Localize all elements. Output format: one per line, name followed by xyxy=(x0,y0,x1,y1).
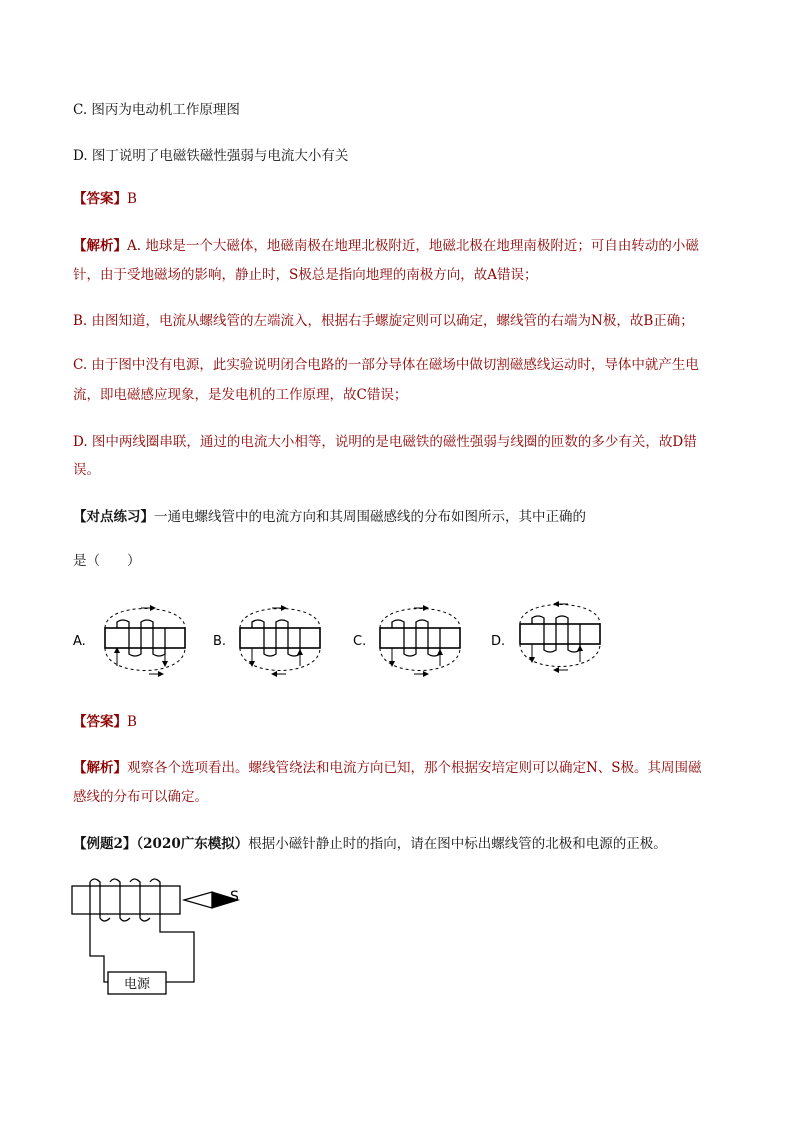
answer-value: B xyxy=(127,191,137,207)
analysis-1-d-line1: D. 图中两线圈串联，通过的电流大小相等，说明的是电磁铁的磁性强弱与线圈的匝数的多少有关，故D错 xyxy=(73,434,697,450)
answer-2 xyxy=(73,712,137,732)
option-d-diagram xyxy=(520,604,600,670)
answer-1 xyxy=(73,189,137,209)
option-d-previous: D. 图丁说明了电磁铁磁性强弱与电流大小有关 xyxy=(73,148,349,164)
analysis-2-line1 xyxy=(73,758,702,778)
option-c-label: C. xyxy=(353,634,367,649)
option-a-diagram xyxy=(105,608,185,674)
analysis-1-d-line2: 误。 xyxy=(73,462,100,478)
analysis-tag: 【解析】 xyxy=(73,238,127,254)
option-c-previous: C. 图丙为电动机工作原理图 xyxy=(73,102,240,118)
analysis-text: A. 地球是一个大磁体，地磁南极在地理北极附近，地磁北极在地理南极附近；可自由转动的小磁 xyxy=(127,238,699,254)
analysis-1-a-line2: 针，由于受地磁场的影响，静止时，S极总是指向地理的南极方向，故A错误； xyxy=(73,267,538,283)
option-b-diagram xyxy=(240,608,320,674)
solenoid-circuit-figure xyxy=(70,872,260,1002)
practice-tag: 【对点练习】 xyxy=(73,509,154,525)
power-source-label: 电源 xyxy=(123,977,151,992)
option-b-label: B. xyxy=(213,634,227,649)
analysis-1-c-line1: C. 由于图中没有电源，此实验说明闭合电路的一部分导体在磁场中做切割磁感线运动时，导体中就产生电 xyxy=(73,357,699,373)
analysis-1-a-line1 xyxy=(73,236,699,256)
analysis-tag: 【解析】 xyxy=(73,760,127,776)
solenoid-core xyxy=(72,886,180,914)
needle-s-label: S xyxy=(230,889,239,905)
practice-question xyxy=(73,507,586,527)
option-a-label: A. xyxy=(73,634,86,649)
analysis-1-c-line2: 流，即电磁感应现象，是发电机的工作原理，故C错误； xyxy=(73,387,408,403)
example-source: （2020广东模拟） xyxy=(136,836,249,852)
answer-tag: 【答案】 xyxy=(73,714,127,730)
solenoid-options-figure xyxy=(65,592,625,692)
practice-text: 一通电螺线管中的电流方向和其周围磁感线的分布如图所示，其中正确的 xyxy=(154,509,586,525)
analysis-1-b-line: B. 由图知道，电流从螺线管的左端流入，根据右手螺旋定则可以确定，螺线管的右端为N极，故B正确； xyxy=(73,313,694,329)
example-text: 根据小磁针静止时的指向，请在图中标出螺线管的北极和电源的正极。 xyxy=(248,836,667,852)
answer-value: B xyxy=(127,714,137,730)
practice-question-line2: 是（ ） xyxy=(73,553,141,569)
answer-tag: 【答案】 xyxy=(73,191,127,207)
analysis-2-line2: 感线的分布可以确定。 xyxy=(73,789,208,805)
option-d-label: D. xyxy=(491,634,506,649)
option-c-diagram xyxy=(380,608,460,674)
analysis-text: 观察各个选项看出。螺线管绕法和电流方向已知，那个根据安培定则可以确定N、S极。其周围磁 xyxy=(127,760,702,776)
example-2-question xyxy=(73,834,667,854)
example-tag: 【例题2】 xyxy=(73,836,137,852)
